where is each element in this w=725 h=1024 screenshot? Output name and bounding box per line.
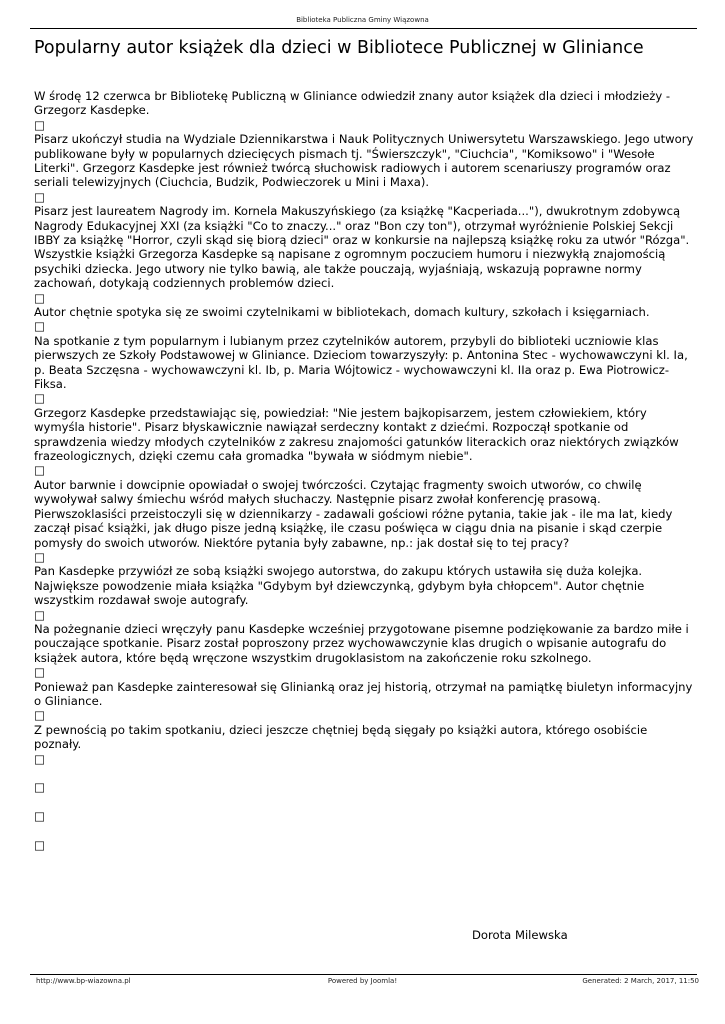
footer-divider [30,974,697,975]
paragraph-mark [34,823,694,837]
paragraph-mark: □ [34,189,45,204]
footer-generated-date: Generated: 2 March, 2017, 11:50 [582,977,699,985]
paragraph-mark: □ [34,665,45,680]
paragraph-6: Grzegorz Kasdepke przedstawiając się, powiedział: "Nie jestem bajkopisarzem, jestem człowiekiem, który wymyśla historie". Pisarz błyskawicznie nawiązał serdeczny kontakt z dziećmi. Rozpoczął spotkanie od sprawdzenia wiedzy młodych czytelników z zakresu znajomości gatunków literackich oraz niektórych związków frazeologicznych, dzięki czemu cała gromadka "bywała w siódmym niebie". [34,405,679,464]
paragraph-mark [34,766,694,780]
paragraph-11: Z pewnością po takim spotkaniu, dzieci jeszcze chętniej będą sięgały po książki autora, którego osobiście poznały. [34,722,648,752]
paragraph-8: Pan Kasdepke przywiózł ze sobą książki swojego autorstwa, do zakupu których ustawiła się duża kolejka. Największe powodzenie miała książka "Gdybym był dziewczynką, gdybym była chłopcem". Autor chętnie wszystkim rozdawał swoje autografy. [34,564,645,608]
paragraph-mark: □ [34,837,45,852]
paragraph-1: W środę 12 czerwca br Bibliotekę Publiczną w Gliniance odwiedził znany autor książek dla dzieci i młodzieży - Grzegorz Kasdepke. [34,89,671,118]
footer-url-link[interactable]: http://www.bp-wiazowna.pl [36,977,131,985]
paragraph-3: Pisarz jest laureatem Nagrody im. Kornela Makuszyńskiego (za książkę "Kacperiada..."), dwukrotnym zdobywcą Nagrody Edukacyjnej XXI (za książki "Co to znaczy..." oraz "Bon czy ton"), otrzymał wyróżnienie Polskiej Sekcji IBBY za książkę "Horror, czyli skąd się biorą dzieci" oraz w konkursie na najlepszą książkę roku za utwór "Rózga". Wszystkie książki Grzegorza Kasdepke są napisane z ogromnym poczuciem humoru i niezwykłą znajomością psychiki dziecka. Jego utwory nie tylko bawią, ale także pouczają, wyjaśniają, wskazują poprawne normy zachowań, dotykają codziennych problemów dzieci. [34,204,690,291]
paragraph-9: Na pożegnanie dzieci wręczyły panu Kasdepke wcześniej przygotowane pisemne podziękowanie za bardzo miłe i pouczające spotkanie. Pisarz został poproszony przez wychowawczynie klas drugich o wpisanie autografu do książek autora, które będą wręczone wszystkim drugoklasistom na zakończenie roku szkolnego. [34,621,689,665]
paragraph-mark: □ [34,391,45,406]
paragraph-mark [34,795,694,809]
paragraph-mark: □ [34,607,45,622]
paragraph-mark: □ [34,708,45,723]
article-title: Popularny autor książek dla dzieci w Bibliotece Publicznej w Gliniance [34,38,644,58]
paragraph-mark: □ [34,463,45,478]
paragraph-mark: □ [34,809,45,824]
paragraph-4: Autor chętnie spotyka się ze swoimi czytelnikami w bibliotekach, domach kultury, szkołach i księgarniach. [34,305,650,320]
paragraph-mark: □ [34,319,45,334]
header-divider [30,28,697,29]
paragraph-mark: □ [34,751,45,766]
paragraph-mark: □ [34,780,45,795]
footer-powered-by: Powered by Joomla! [327,977,398,985]
paragraph-mark: □ [34,290,45,305]
site-header: Biblioteka Publiczna Gminy Wiązowna [296,16,429,24]
paragraph-7: Autor barwnie i dowcipnie opowiadał o swojej twórczości. Czytając fragmenty swoich utworów, co chwilę wywoływał salwy śmiechu wśród małych słuchaczy. Następnie pisarz zwołał konferencję prasową. Pierwszoklasiści przeistoczyli się w dziennikarzy - zadawali gościowi różne pytania, takie jak - ile ma lat, kiedy zaczął pisać książki, jak długo pisze jedną książkę, ile czasu poświęca w ciągu dnia na pisanie i skąd czerpie pomysły do swoich utworów. Niektóre pytania były zabawne, np.: jak dostał się to tej pracy? [34,477,673,550]
paragraph-10: Ponieważ pan Kasdepke zainteresował się Glinianką oraz jej historią, otrzymał na pamiątkę biuletyn informacyjny o Gliniance. [34,679,693,708]
article-body [34,89,694,852]
paragraph-5: Na spotkanie z tym popularnym i lubianym przez czytelników autorem, przybyli do biblioteki uczniowie klas pierwszych ze Szkoły Podstawowej w Gliniance. Dzieciom towarzyszyły: p. Antonina Stec - wychowawczyni kl. Ia, p. Beata Szczęsna - wychowawczyni kl. Ib, p. Maria Wójtowicz - wychowawczyni kl. IIa oraz p. Ewa Piotrowicz-Fiksa. [34,333,688,392]
paragraph-mark: □ [34,549,45,564]
paragraph-mark: □ [34,117,45,132]
paragraph-2: Pisarz ukończył studia na Wydziale Dziennikarstwa i Nauk Politycznych Uniwersytetu Warszawskiego. Jego utwory publikowane były w popularnych dziecięcych pismach tj. "Świerszczyk", "Ciuchcia", "Komiksowo" i "Wesołe Literki". Grzegorz Kasdepke jest również twórcą słuchowisk radiowych i autorem scenariuszy programów oraz seriali telewizyjnych (Ciuchcia, Budzik, Podwieczorek u Mini i Maxa). [34,132,694,190]
author-signature: Dorota Milewska [472,928,568,942]
